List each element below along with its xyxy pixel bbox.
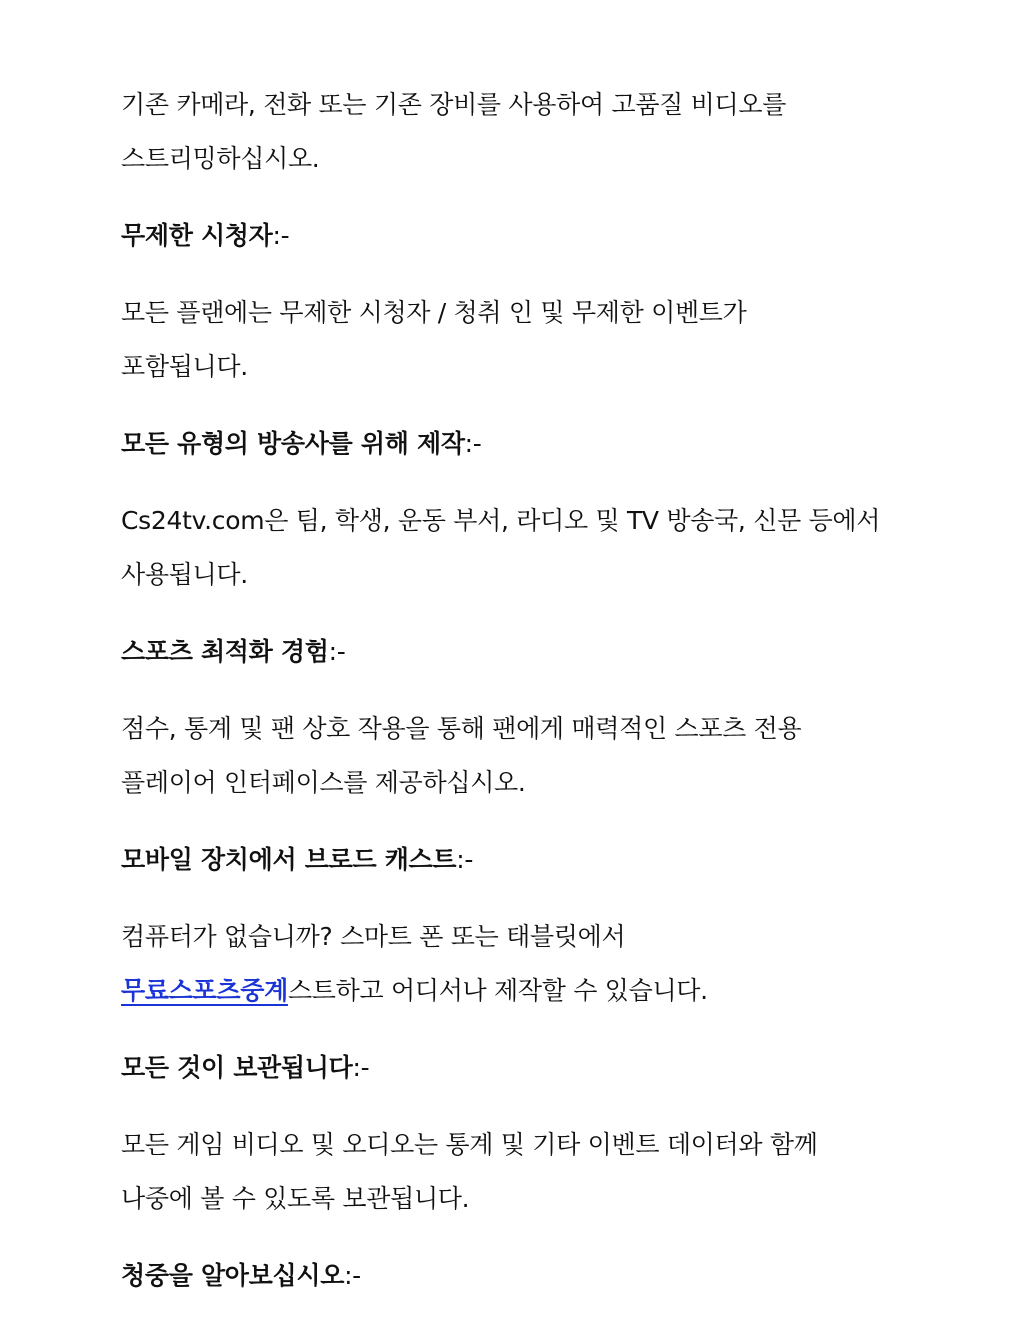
- heading-suffix: :-: [272, 221, 290, 250]
- paragraph-line: 스트하고 어디서나 제작할 수 있습니다.: [287, 976, 708, 1005]
- paragraph-streaming: [121, 78, 921, 186]
- heading-all-broadcasters: [121, 417, 921, 471]
- heading-suffix: :-: [352, 1053, 370, 1082]
- paragraph-line: 스트리밍하십시오.: [121, 144, 320, 173]
- heading-title: 모든 것이 보관됩니다: [121, 1053, 353, 1082]
- paragraph-line: 포함됩니다.: [121, 352, 248, 381]
- heading-title: 모든 유형의 방송사를 위해 제작: [121, 429, 465, 458]
- paragraph-line: 모든 게임 비디오 및 오디오는 통계 및 기타 이벤트 데이터와 함께: [121, 1130, 818, 1159]
- paragraph-line: 나중에 볼 수 있도록 보관됩니다.: [121, 1184, 470, 1213]
- paragraph-line: Cs24tv.com은 팀, 학생, 운동 부서, 라디오 및 TV 방송국, 신문 등에서: [121, 506, 881, 535]
- heading-title: 스포츠 최적화 경험: [121, 637, 329, 666]
- paragraph-line: 컴퓨터가 없습니까? 스마트 폰 또는 태블릿에서: [121, 922, 626, 951]
- paragraph-line: 점수, 통계 및 팬 상호 작용을 통해 팬에게 매력적인 스포츠 전용: [121, 714, 802, 743]
- heading-mobile-broadcast: [121, 833, 921, 887]
- heading-know-audience: [121, 1249, 921, 1303]
- paragraph-sports-optimized: [121, 702, 921, 810]
- heading-unlimited-viewers: [121, 209, 921, 263]
- heading-title: 청중을 알아보십시오: [121, 1261, 345, 1290]
- heading-title: 무제한 시청자: [121, 221, 273, 250]
- paragraph-line: 플레이어 인터페이스를 제공하십시오.: [121, 768, 526, 797]
- paragraph-line: 기존 카메라, 전화 또는 기존 장비를 사용하여 고품질 비디오를: [121, 90, 787, 119]
- paragraph-archived: [121, 1118, 921, 1226]
- heading-suffix: :-: [344, 1261, 361, 1290]
- heading-title: 모바일 장치에서 브로드 캐스트: [121, 845, 457, 874]
- heading-sports-optimized: [121, 625, 921, 679]
- heading-suffix: :-: [456, 845, 474, 874]
- paragraph-line: 모든 플랜에는 무제한 시청자 / 청취 인 및 무제한 이벤트가: [121, 298, 747, 327]
- paragraph-all-broadcasters: [121, 494, 921, 602]
- free-sports-link[interactable]: 무료스포츠중계: [121, 976, 288, 1005]
- paragraph-line: 사용됩니다.: [121, 560, 248, 589]
- heading-archived: [121, 1041, 921, 1095]
- heading-suffix: :-: [464, 429, 482, 458]
- paragraph-mobile-broadcast: [121, 910, 921, 1018]
- heading-suffix: :-: [328, 637, 346, 666]
- paragraph-unlimited-viewers: [121, 286, 921, 394]
- document-page: [121, 78, 921, 1326]
